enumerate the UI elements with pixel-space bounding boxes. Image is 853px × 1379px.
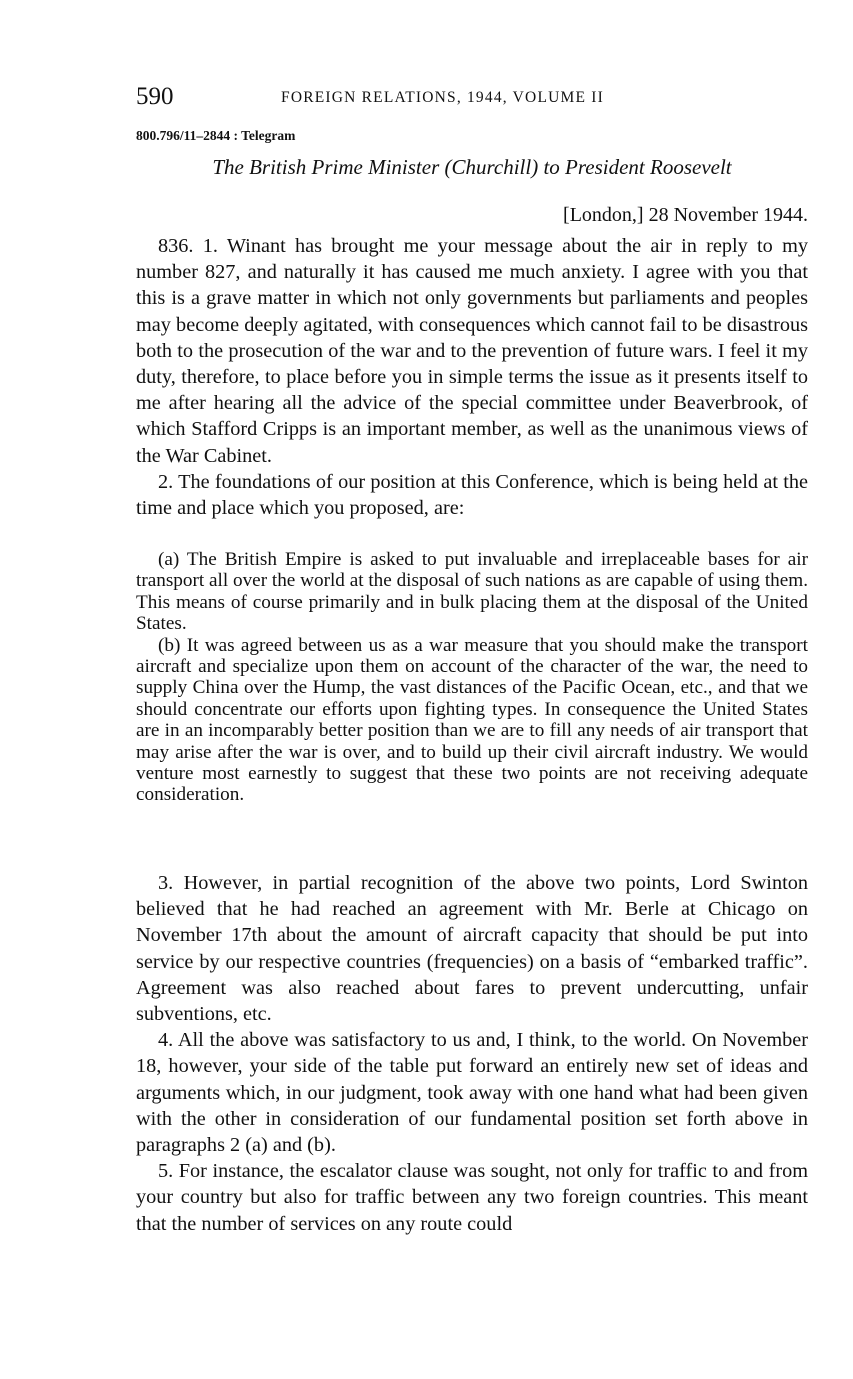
main-body: [136, 233, 808, 521]
document-reference: 800.796/11–2844 : Telegram: [136, 128, 296, 143]
paragraph-2a: (a) The British Empire is asked to put invaluable and irreplaceable bases for air transport all over the world at the disposal of such nations as are capable of using them. This means of course primarily and in bulk placing them at the disposal of the United States.: [136, 549, 808, 635]
paragraph-2b: (b) It was agreed between us as a war measure that you should make the transport aircraft and specialize upon them on account of the character of the war, the need to supply China over the Hump, the vast distances of the Pacific Ocean, etc., and that we should concentrate our efforts upon fighting types. In consequence the United States are in an incomparably better position than we are to fill any needs of air transport that may arise after the war is over, and to build up their civil aircraft industry. We would venture most earnestly to suggest that these two points are not receiving adequate consideration.: [136, 634, 808, 806]
page-number: 590: [136, 83, 174, 110]
paragraph-3: 3. However, in partial recognition of the above two points, Lord Swinton believed that he had reached an agreement with Mr. Berle at Chicago on November 17th about the amount of aircraft capacity that should be put into service by our respective countries (frequencies) on a basis of “embarked traffic”. Agreement was also reached about fares to prevent undercutting, unfair subventions, etc.: [136, 872, 808, 1026]
paragraph-5: 5. For instance, the escalator clause was sought, not only for traffic to and from your country but also for traffic between any two foreign countries. This meant that the number of services on any route could: [136, 1160, 808, 1235]
paragraph-2: 2. The foundations of our position at this Conference, which is being held at the time and place which you proposed, are:: [136, 470, 808, 520]
page-header: [136, 82, 808, 114]
dateline: [London,] 28 November 1944.: [563, 204, 808, 226]
paragraph-4: 4. All the above was satisfactory to us and, I think, to the world. On November 18, however, your side of the table put forward an entirely new set of ideas and arguments which, in our judgment, took away with one hand what had been given with the other in consideration of our fundamental position set forth above in paragraphs 2 (a) and (b).: [136, 1029, 808, 1157]
continued-body: [136, 870, 808, 1237]
running-head: FOREIGN RELATIONS, 1944, VOLUME II: [281, 89, 604, 106]
document-title: The British Prime Minister (Churchill) to President Roosevelt: [212, 155, 732, 179]
subparagraphs: [136, 549, 808, 806]
paragraph-1: 836. 1. Winant has brought me your message about the air in reply to my number 827, and naturally it has caused me much anxiety. I agree with you that this is a grave matter in which not only governments but parliaments and peoples may become deeply agitated, with consequences which cannot fail to be disastrous both to the prosecution of the war and to the prevention of future wars. I feel it my duty, therefore, to place before you in simple terms the issue as it presents itself to me after hearing all the advice of the special committee under Beaverbrook, of which Stafford Cripps is an important member, as well as the unanimous views of the War Cabinet.: [136, 235, 808, 467]
